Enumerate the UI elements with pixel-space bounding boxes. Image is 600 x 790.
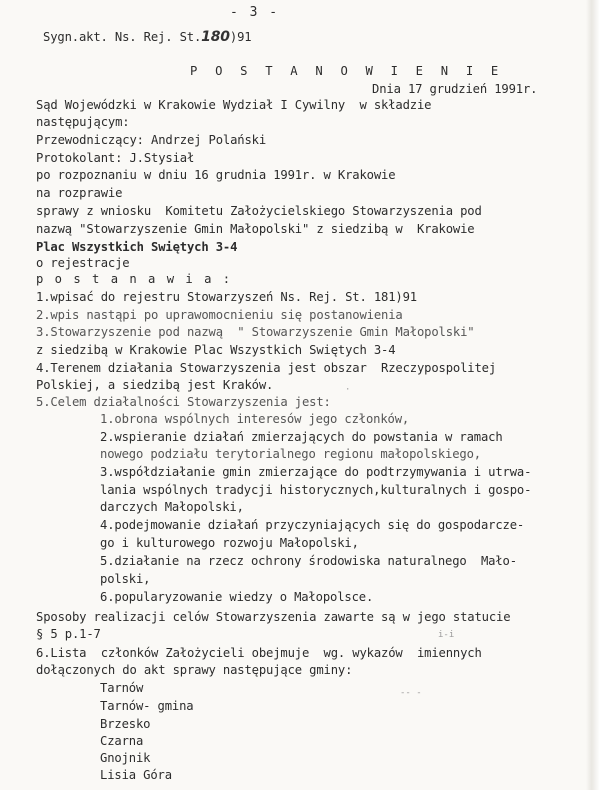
ink-speck: -- - bbox=[400, 688, 422, 698]
hearing-on: na rozprawie bbox=[36, 186, 123, 200]
registration-line: o rejestracje bbox=[36, 256, 130, 270]
handwritten-case-number: 180 bbox=[201, 29, 230, 45]
ink-speck: i-i bbox=[438, 630, 455, 640]
decision-line: 5.Celem działalności Stowarzyszenia jest: bbox=[36, 395, 331, 409]
document-title: P O S T A N O W I E N I E bbox=[190, 64, 504, 78]
ink-speck: · bbox=[345, 385, 351, 395]
case-signature-suffix: )91 bbox=[229, 30, 252, 44]
case-signature-prefix: Sygn.akt. Ns. Rej. St. bbox=[43, 30, 202, 44]
members-line-1: 6.Lista członków Założycieli obejmuje wg. wykazów imiennych bbox=[36, 646, 482, 660]
goal-line: polski, bbox=[100, 572, 151, 586]
members-line-2: dołączonych do akt sprawy następujące gminy: bbox=[36, 663, 353, 677]
goal-line: nowego podziału terytorialnego regionu małopolskiego, bbox=[100, 447, 481, 461]
municipality-item: Gnojnik bbox=[100, 751, 151, 765]
court-line-1: Sąd Wojewódzki w Krakowie Wydział I Cywilny w składzie bbox=[36, 98, 432, 112]
decision-line: z siedzibą w Krakowie Plac Wszystkich Swiętych 3-4 bbox=[36, 343, 396, 357]
goal-line: 4.podejmowanie działań przyczyniających się do gospodarcze- bbox=[100, 518, 525, 532]
municipality-item: Tarnów- gmina bbox=[100, 699, 194, 713]
means-line-1: Sposoby realizacji celów Stowarzyszenia zawarte są w jego statucie bbox=[36, 610, 511, 624]
decides-heading: p o s t a n a w i a : bbox=[36, 272, 233, 286]
municipality-item: Czarna bbox=[100, 734, 144, 748]
case-line-3: Plac Wszystkich Swiętych 3-4 bbox=[36, 240, 238, 254]
goal-line: 3.współdziałanie gmin zmierzające do podtrzymywania i utrwa- bbox=[100, 465, 532, 479]
goal-line: 6.popularyzowanie wiedzy o Małopolsce. bbox=[100, 590, 374, 604]
decision-line: Polskiej, a siedzibą jest Kraków. bbox=[36, 378, 274, 392]
decision-line: 1.wpisać do rejestru Stowarzyszeń Ns. Rej. St. 181)91 bbox=[36, 290, 417, 304]
means-line-2: § 5 p.1-7 bbox=[36, 627, 101, 641]
goal-line: darczych Małopolski, bbox=[100, 500, 244, 514]
hearing-line: po rozpoznaniu w dniu 16 grudnia 1991r. w Krakowie bbox=[36, 168, 396, 182]
page-edge-shadow bbox=[586, 0, 600, 790]
case-signature bbox=[43, 30, 251, 44]
document-date: Dnia 17 grudzień 1991r. bbox=[372, 82, 538, 96]
municipality-item: Tarnów bbox=[100, 681, 144, 695]
goal-line: 5.działanie na rzecz ochrony środowiska naturalnego Mało- bbox=[100, 554, 517, 568]
presiding-judge: Przewodniczący: Andrzej Polański bbox=[36, 133, 266, 147]
court-clerk: Protokolant: J.Stysiał bbox=[36, 151, 195, 165]
goal-line: 1.obrona wspólnych interesów jego członków, bbox=[100, 412, 410, 426]
decision-line: 4.Terenem działania Stowarzyszenia jest obszar Rzeczypospolitej bbox=[36, 361, 496, 375]
case-line-2: nazwą "Stowarzyszenie Gmin Małopolski" z siedzibą w Krakowie bbox=[36, 222, 475, 236]
municipality-item: Lisia Góra bbox=[100, 768, 172, 782]
goal-line: lania wspólnych tradycji historycznych,kulturalnych i gospo- bbox=[100, 483, 532, 497]
goal-line: 2.wspieranie działań zmierzających do powstania w ramach bbox=[100, 430, 503, 444]
decision-line: 3.Stowarzyszenie pod nazwą " Stowarzyszenie Gmin Małopolski" bbox=[36, 325, 475, 339]
decision-line: 2.wpis nastąpi po uprawomocnieniu się postanowienia bbox=[36, 308, 403, 322]
municipality-item: Brzesko bbox=[100, 717, 151, 731]
page-number: - 3 - bbox=[230, 5, 280, 20]
goal-line: go i kulturowego rozwoju Małopolski, bbox=[100, 536, 359, 550]
case-line-1: sprawy z wniosku Komitetu Założycielskiego Stowarzyszenia pod bbox=[36, 204, 482, 218]
court-line-2: następującym: bbox=[36, 115, 130, 129]
